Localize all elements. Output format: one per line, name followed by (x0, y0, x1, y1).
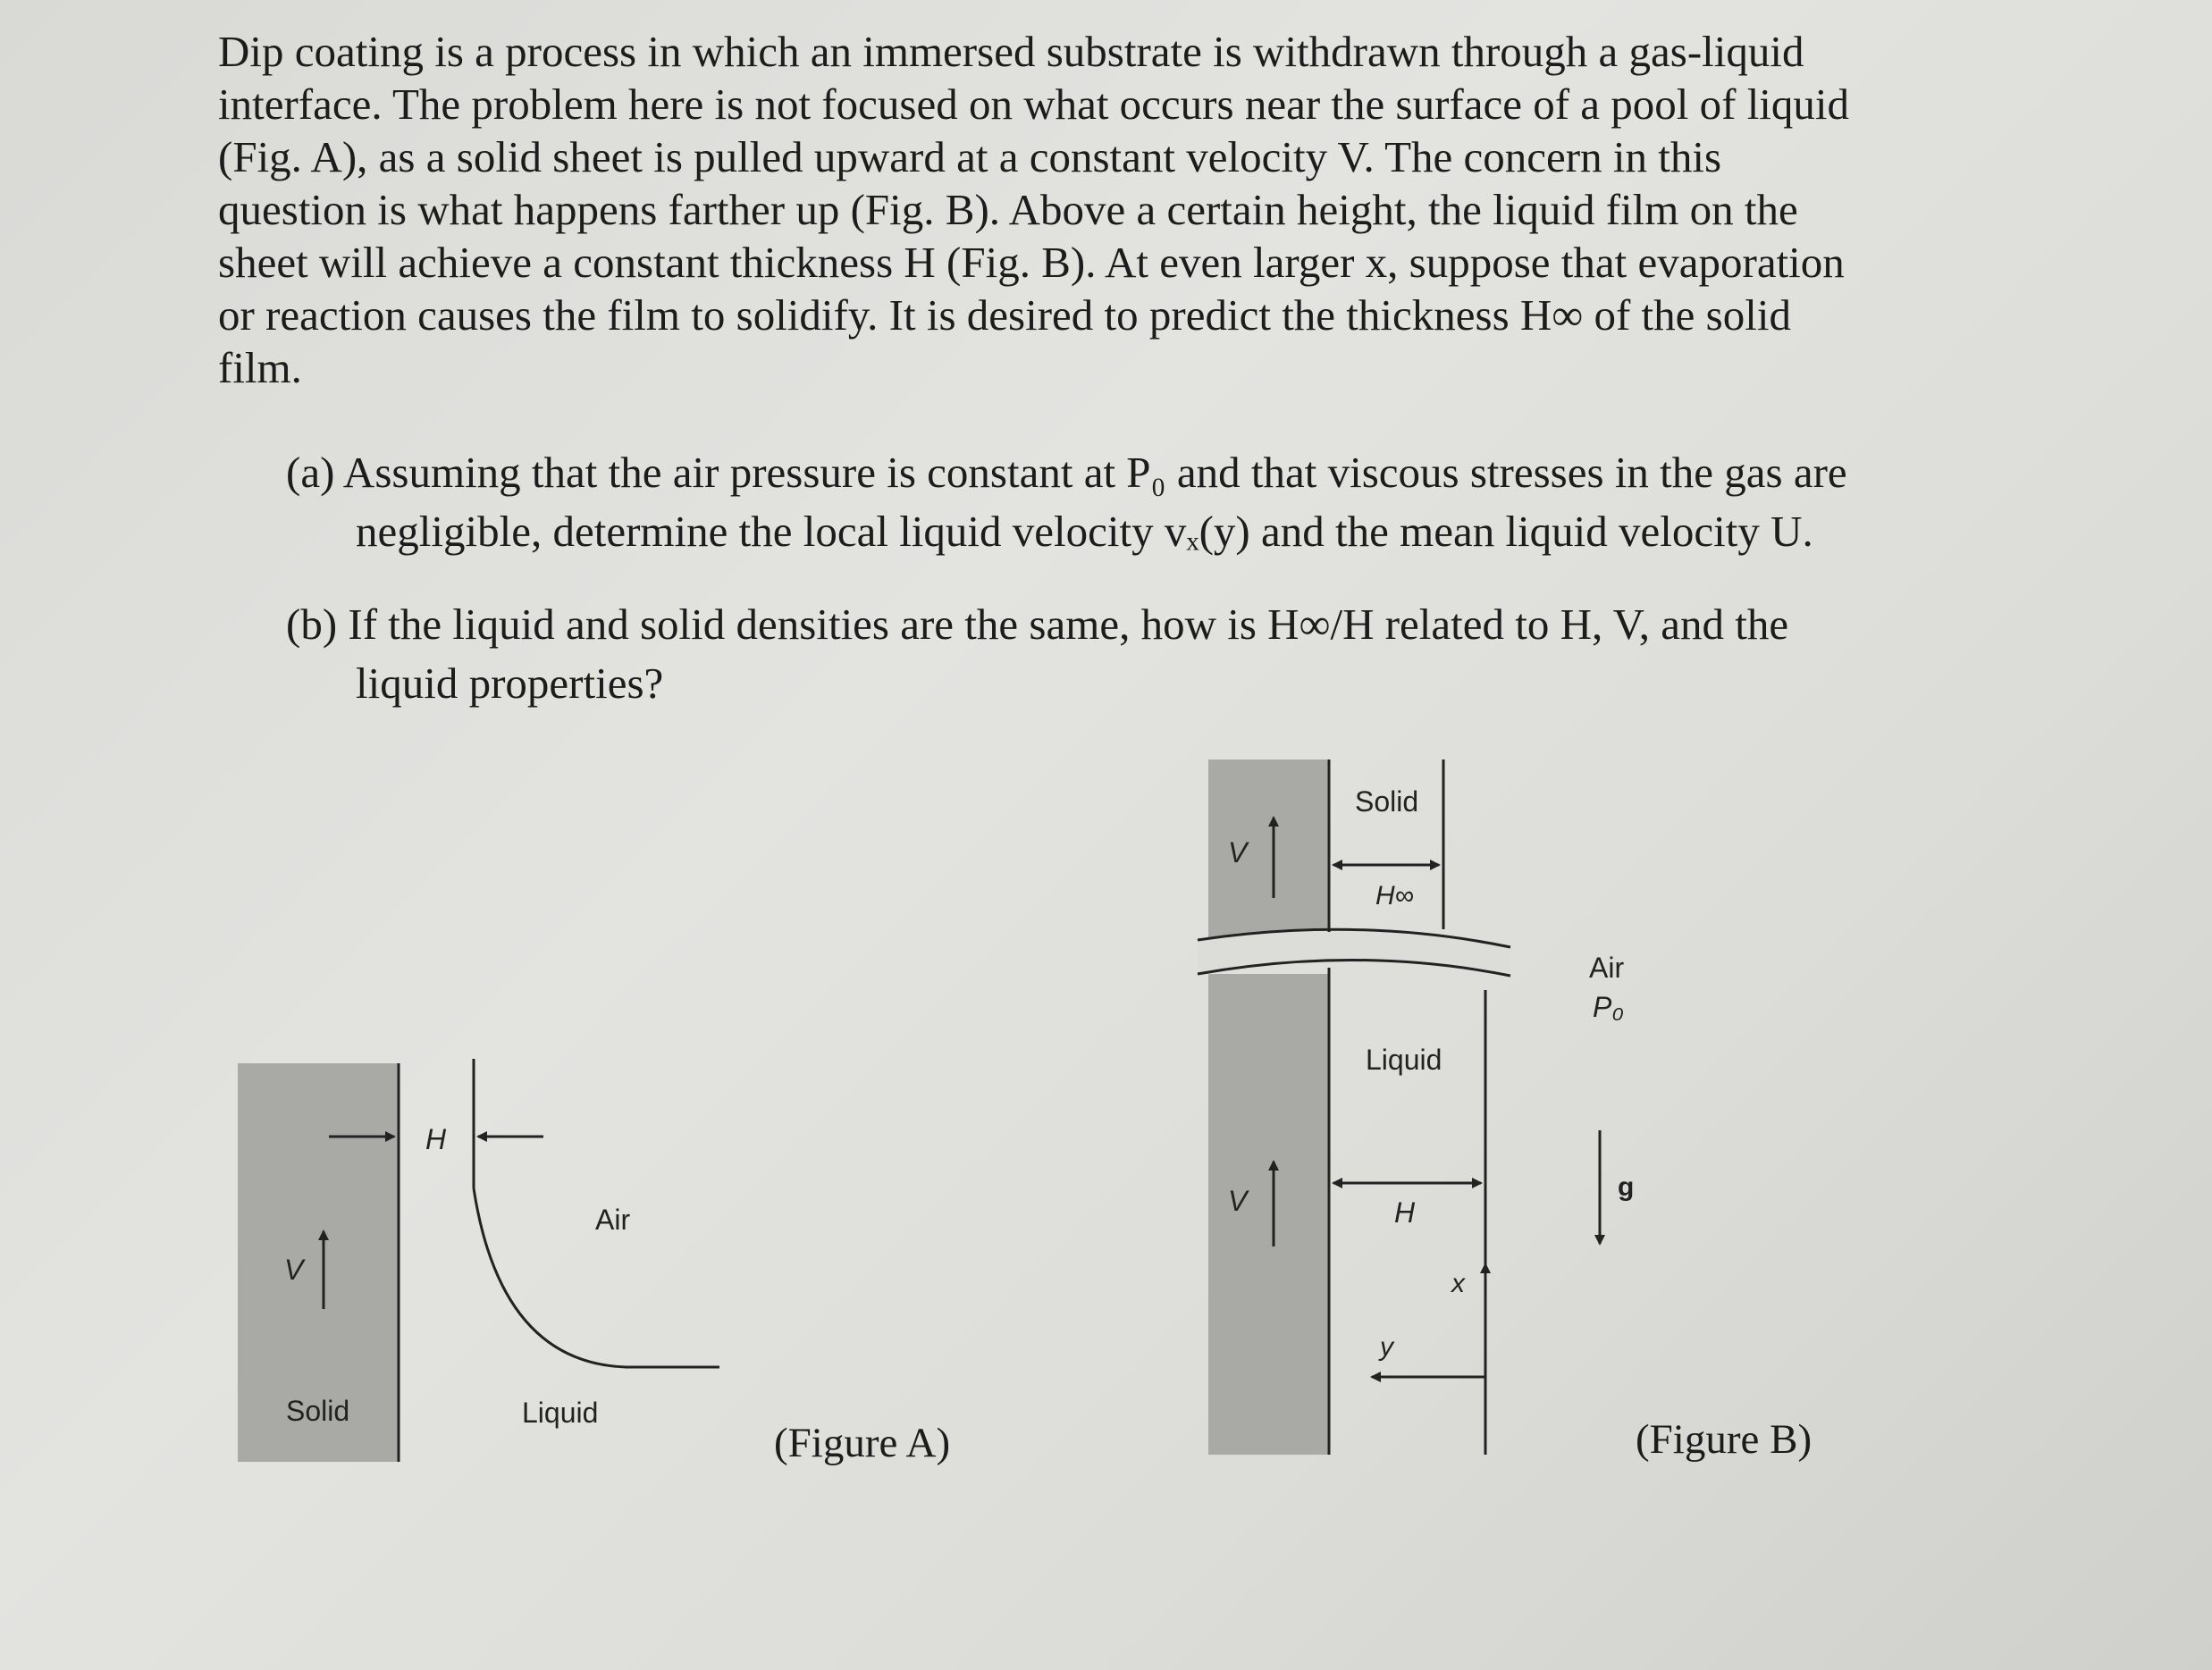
figure-b (1198, 759, 1634, 1455)
fig-b-label-v-bottom: V (1228, 1185, 1248, 1217)
fig-a-label-solid: Solid (286, 1395, 350, 1427)
intro-line-3: (Fig. A), as a solid sheet is pulled upward at a constant velocity V. The concern in this (218, 132, 1722, 181)
part-b-line-2: liquid properties? (356, 659, 664, 708)
part-b-line-1: (b) If the liquid and solid densities are the same, how is H∞/H related to H, V, and the (286, 600, 1789, 649)
fig-b-label-g: g (1618, 1172, 1635, 1202)
fig-b-label-p0: P₀ (1593, 991, 1624, 1023)
fig-b-label-x: x (1451, 1269, 1465, 1298)
fig-b-label-air: Air (1589, 952, 1625, 984)
part-a-line-2: negligible, determine the local liquid velocity vₓ(y) and the mean liquid velocity U. (356, 507, 1813, 556)
fig-a-label-liquid: Liquid (522, 1397, 599, 1429)
figure-a-caption: (Figure A) (774, 1420, 951, 1466)
intro-line-7: film. (218, 343, 302, 392)
fig-b-label-solid: Solid (1355, 785, 1419, 818)
intro-line-6: or reaction causes the film to solidify. It is desired to predict the thickness H∞ of the solid (218, 290, 1791, 340)
fig-a-label-v: V (284, 1254, 304, 1286)
intro-line-4: question is what happens farther up (Fig. B). Above a certain height, the liquid film on the (218, 185, 1798, 234)
intro-line-2: interface. The problem here is not focused on what occurs near the surface of a pool of liquid (218, 80, 1850, 129)
fig-b-label-hinf: H∞ (1375, 881, 1415, 911)
fig-b-label-h: H (1394, 1196, 1416, 1229)
fig-a-label-h: H (425, 1123, 447, 1155)
intro-line-5: sheet will achieve a constant thickness H (Fig. B). At even larger x, suppose that evaporation (218, 238, 1845, 287)
intro-line-1: Dip coating is a process in which an immersed substrate is withdrawn through a gas-liquid (218, 27, 1804, 76)
fig-b-label-v-top: V (1228, 836, 1248, 869)
fig-b-label-y: y (1380, 1332, 1393, 1362)
part-a-line-1: (a) Assuming that the air pressure is constant at P₀ and that viscous stresses in the gas are (286, 448, 1847, 497)
fig-a-label-air: Air (595, 1204, 631, 1236)
figure-b-caption: (Figure B) (1636, 1416, 1812, 1463)
figure-a (238, 1059, 719, 1462)
fig-b-label-liquid: Liquid (1366, 1044, 1442, 1076)
fig-b-sheet-upper (1208, 759, 1329, 938)
fig-b-sheet-lower (1208, 974, 1329, 1455)
